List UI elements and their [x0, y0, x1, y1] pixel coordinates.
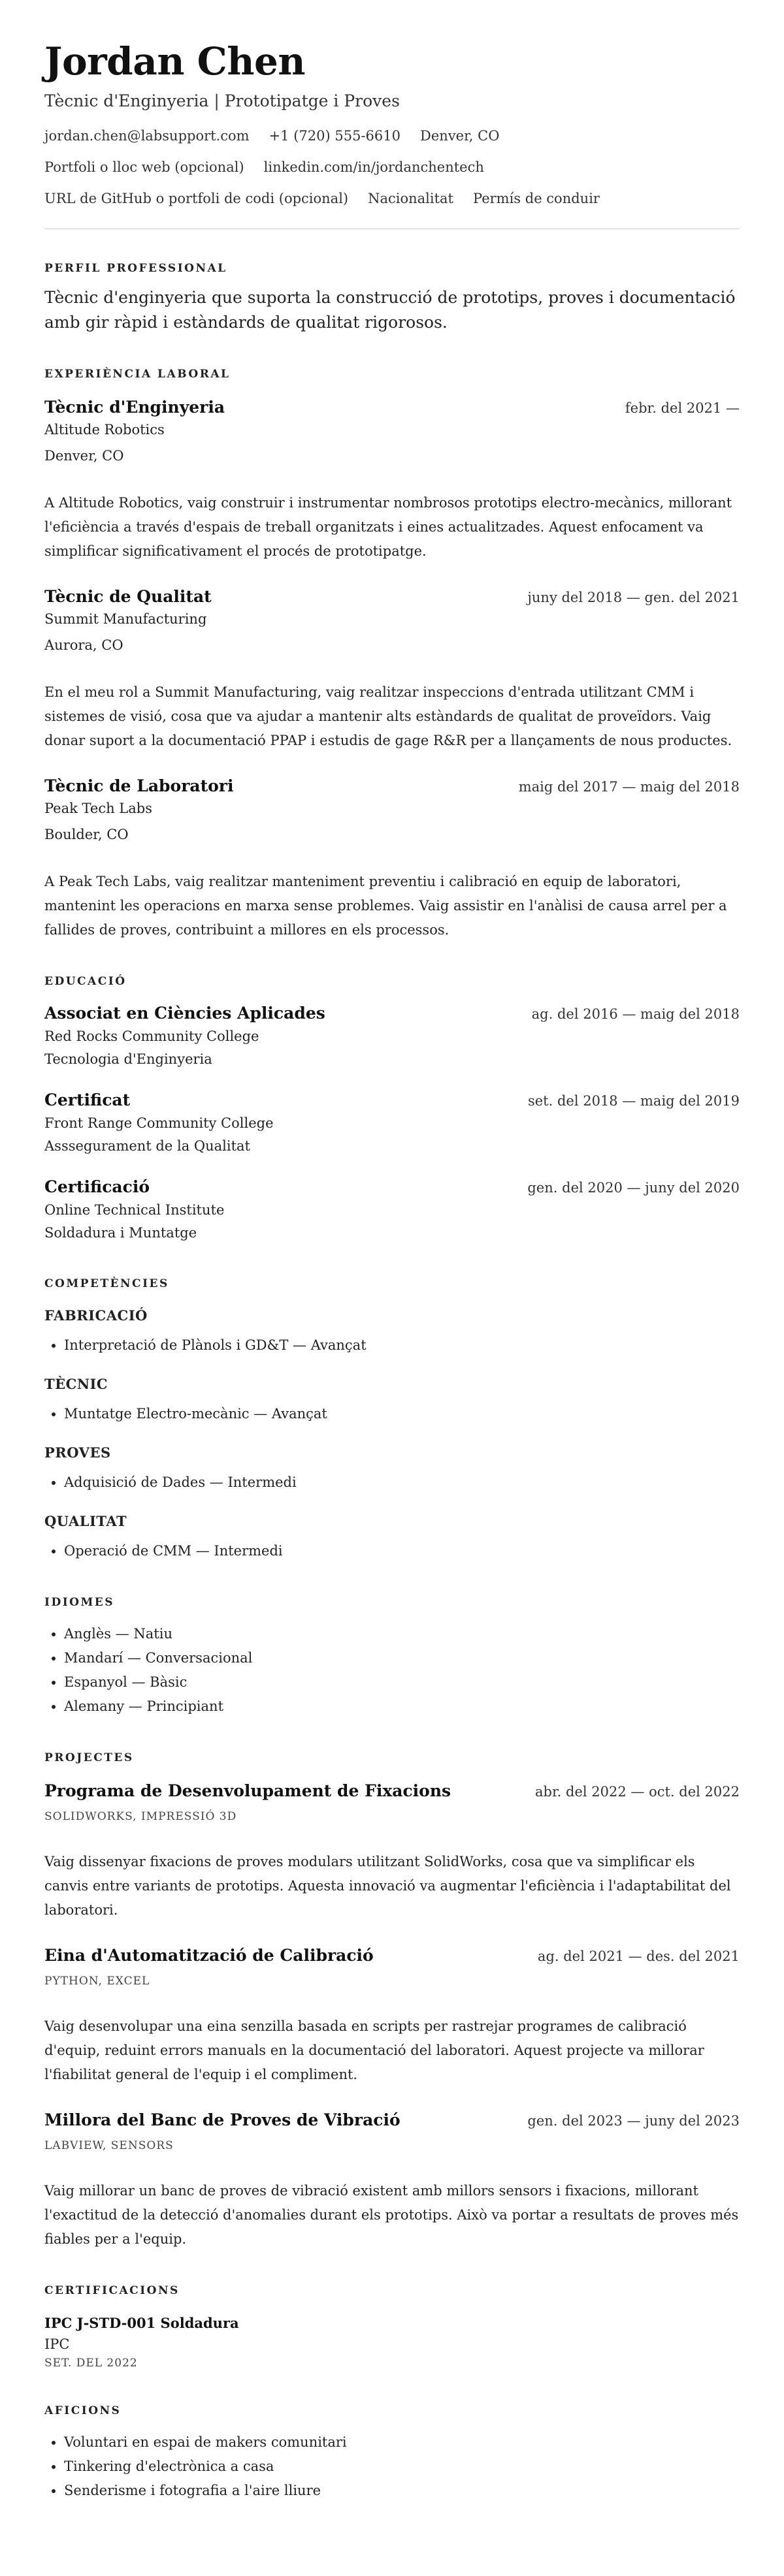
- job-location: Boulder, CO: [44, 827, 129, 842]
- project-item: [44, 2109, 740, 2251]
- job-dates: febr. del 2021 —: [625, 400, 740, 416]
- candidate-name: Jordan Chen: [44, 39, 306, 84]
- skill-category: FABRICACIÓ: [44, 1307, 148, 1324]
- degree-title: Certificat: [44, 1090, 131, 1109]
- project-title: Programa de Desenvolupament de Fixacions: [44, 1781, 451, 1800]
- job-company: Altitude Robotics: [44, 422, 165, 437]
- language-item: • Espanyol — Bàsic: [64, 1670, 740, 1694]
- school-name: Red Rocks Community College: [44, 1028, 259, 1044]
- contact-row-primary: [44, 124, 740, 148]
- language-item: • Anglès — Natiu: [64, 1622, 740, 1646]
- job-title: Tècnic de Laboratori: [44, 776, 234, 795]
- section-title-projects: PROJECTES: [44, 1751, 134, 1764]
- skill-list: [44, 1333, 740, 1358]
- section-title-education: EDUCACIÓ: [44, 975, 127, 988]
- job-title: Tècnic de Qualitat: [44, 587, 212, 606]
- contact-github[interactable]: URL de GitHub o portfoli de codi (opcional): [44, 191, 349, 206]
- project-technologies: PYTHON, EXCEL: [44, 1975, 150, 1988]
- language-list: [44, 1622, 740, 1719]
- job-title: Tècnic d'Enginyeria: [44, 398, 225, 417]
- job-dates: juny del 2018 — gen. del 2021: [527, 590, 740, 605]
- education-dates: set. del 2018 — maig del 2019: [527, 1093, 740, 1109]
- project-technologies: LABVIEW, SENSORS: [44, 2139, 174, 2152]
- project-item: [44, 1780, 740, 1922]
- project-dates: abr. del 2022 — oct. del 2022: [534, 1784, 740, 1800]
- project-title: Eina d'Automatització de Calibració: [44, 1946, 374, 1965]
- school-name: Front Range Community College: [44, 1115, 274, 1131]
- education-item: [44, 1089, 740, 1158]
- education-dates: gen. del 2020 — juny del 2020: [527, 1180, 740, 1196]
- candidate-headline: Tècnic d'Enginyeria | Prototipatge i Proves: [44, 91, 400, 110]
- hobby-item: • Voluntari en espai de makers comunitari: [64, 2430, 740, 2455]
- language-item: • Mandarí — Conversacional: [64, 1646, 740, 1670]
- contact-nationality: Nacionalitat: [368, 191, 454, 206]
- contact-linkedin[interactable]: linkedin.com/in/jordanchentech: [263, 159, 484, 175]
- job-description: A Peak Tech Labs, vaig realitzar manteniment preventiu i calibració en equip de laboratori, mantenint les operacions en marxa sense problemes. Vaig assistir en l'anàlisi de causa arrel per a fallides de proves, contribuint a millores en els processos.: [44, 874, 727, 938]
- project-dates: gen. del 2023 — juny del 2023: [527, 2113, 740, 2129]
- certification-item: [44, 2313, 740, 2372]
- skill-category: TÈCNIC: [44, 1376, 108, 1392]
- education-dates: ag. del 2016 — maig del 2018: [531, 1006, 740, 1022]
- education-item: [44, 1176, 740, 1245]
- school-name: Online Technical Institute: [44, 1202, 225, 1218]
- field-of-study: Soldadura i Muntatge: [44, 1225, 197, 1241]
- language-item: • Alemany — Principiant: [64, 1694, 740, 1719]
- degree-title: Certificació: [44, 1177, 150, 1196]
- field-of-study: Tecnologia d'Enginyeria: [44, 1051, 212, 1067]
- job-location: Aurora, CO: [44, 637, 123, 653]
- project-description: Vaig desenvolupar una eina senzilla basada en scripts per rastrejar programes de calibració d'equip, reduint errors manuals en la documentació del laboratori. Aquest projecte va millorar l'fiabilitat general de l'equip i el compliment.: [44, 2018, 704, 2082]
- section-title-profile: PERFIL PROFESSIONAL: [44, 262, 227, 275]
- contact-location: Denver, CO: [419, 128, 500, 144]
- contact-row-links: [44, 155, 740, 179]
- experience-item: [44, 586, 740, 753]
- job-dates: maig del 2017 — maig del 2018: [518, 779, 740, 795]
- section-title-languages: IDIOMES: [44, 1596, 115, 1609]
- contact-row-extra: [44, 187, 740, 210]
- profile-summary: Tècnic d'enginyeria que suporta la construcció de prototips, proves i documentació amb gir ràpid i estàndards de qualitat rigorosos.: [44, 288, 736, 332]
- job-company: Summit Manufacturing: [44, 611, 207, 627]
- certification-issuer: IPC: [44, 2336, 70, 2352]
- hobby-item: • Tinkering d'electrònica a casa: [64, 2455, 740, 2479]
- section-title-hobbies: AFICIONS: [44, 2404, 122, 2417]
- skill-category: PROVES: [44, 1444, 111, 1461]
- degree-title: Associat en Ciències Aplicades: [44, 1004, 325, 1023]
- section-title-experience: EXPERIÈNCIA LABORAL: [44, 368, 231, 381]
- job-company: Peak Tech Labs: [44, 801, 152, 816]
- project-technologies: SOLIDWORKS, IMPRESSIÓ 3D: [44, 1810, 237, 1823]
- contact-phone[interactable]: +1 (720) 555-6610: [269, 128, 400, 144]
- project-item: [44, 1945, 740, 2087]
- contact-email[interactable]: jordan.chen@labsupport.com: [44, 128, 250, 144]
- certification-date: SET. DEL 2022: [44, 2357, 138, 2370]
- experience-item: [44, 775, 740, 942]
- project-dates: ag. del 2021 — des. del 2021: [537, 1948, 740, 1964]
- section-title-certifications: CERTIFICACIONS: [44, 2284, 180, 2297]
- skill-item: • Operació de CMM — Intermedi: [64, 1539, 740, 1563]
- hobby-item: • Senderisme i fotografia a l'aire lliure: [64, 2479, 740, 2503]
- certification-name: IPC J-STD-001 Soldadura: [44, 2315, 239, 2331]
- field-of-study: Asssegurament de la Qualitat: [44, 1138, 250, 1154]
- contact-portfolio[interactable]: Portfoli o lloc web (opcional): [44, 159, 244, 175]
- contact-license: Permís de conduir: [473, 191, 600, 206]
- job-location: Denver, CO: [44, 448, 124, 464]
- skill-list: [44, 1402, 740, 1426]
- project-description: Vaig millorar un banc de proves de vibració existent amb millors sensors i fixacions, millorant l'exactitud de la detecció d'anomalies durant els prototips. Això va portar a resultats de proves més fiables per a l'equip.: [44, 2183, 739, 2247]
- project-description: Vaig dissenyar fixacions de proves modulars utilitzant SolidWorks, cosa que va simplificar els canvis entre variants de prototips. Aquesta innovació va augmentar l'eficiència i l'adaptabilitat del laboratori.: [44, 1854, 731, 1918]
- skill-item: • Muntatge Electro-mecànic — Avançat: [64, 1402, 740, 1426]
- skill-item: • Adquisició de Dades — Intermedi: [64, 1471, 740, 1495]
- job-description: En el meu rol a Summit Manufacturing, vaig realitzar inspeccions d'entrada utilitzant CMM i sistemes de visió, cosa que va ajudar a mantenir alts estàndards de qualitat de proveïdors. Vaig donar suport a la documentació PPAP i estudis de gage R&R per a llançaments de nous productes.: [44, 684, 732, 748]
- project-title: Millora del Banc de Proves de Vibració: [44, 2110, 400, 2129]
- job-description: A Altitude Robotics, vaig construir i instrumentar nombrosos prototips electro-mecànics, millorant l'eficiència a través d'espais de treball organitzats i eines actualitzades. Aquest enfocament va simplificar significativament el procés de prototipatge.: [44, 495, 732, 559]
- skill-list: [44, 1539, 740, 1563]
- skill-list: [44, 1471, 740, 1495]
- skill-item: • Interpretació de Plànols i GD&T — Avançat: [64, 1333, 740, 1358]
- section-title-skills: COMPETÈNCIES: [44, 1277, 169, 1290]
- hobby-list: [44, 2430, 740, 2503]
- experience-item: [44, 396, 740, 564]
- education-item: [44, 1002, 740, 1071]
- skill-category: QUALITAT: [44, 1513, 127, 1529]
